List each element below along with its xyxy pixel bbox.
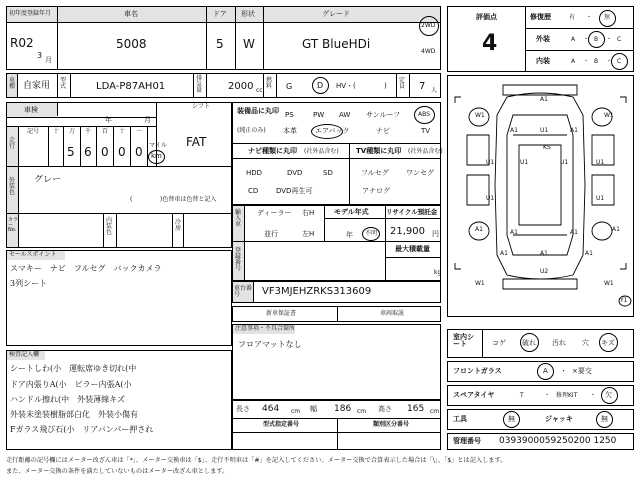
capacity-value: 7: [419, 81, 426, 92]
inspector-line: ドア内張りA(小 ピラー内張A(小: [10, 380, 132, 389]
import-left: 左H: [302, 230, 315, 238]
capacity-label: 定員: [399, 77, 406, 90]
seat-burn: コゲ: [492, 339, 506, 347]
shift-label: シフト: [192, 103, 211, 110]
jack-label: ジャッキ: [545, 415, 573, 423]
navi-dvd-play: DVD再生可: [276, 187, 313, 195]
exterior-grade-label: 外装: [536, 35, 550, 43]
management-label: 管理番号: [453, 437, 481, 445]
height-value: 165: [407, 404, 425, 414]
model-value: LDA-P87AH01: [96, 81, 166, 92]
equip-airbag: エアバック: [315, 127, 350, 135]
ext-grade-a: A: [571, 36, 576, 43]
int-grade-sep: ・: [583, 58, 590, 65]
shape-label: 形状: [241, 10, 255, 18]
width-label: 幅: [310, 405, 317, 413]
fuel-g: G: [286, 82, 293, 91]
glass-replace: ×要交: [572, 367, 592, 375]
repair-sep: ・: [586, 14, 593, 21]
seat-hole: 穴: [582, 339, 589, 347]
drive-2wd: 2WD: [421, 22, 436, 29]
diagram-label: A1: [510, 229, 518, 236]
chassis-number: VF3MJEHZRKS313609: [262, 286, 372, 297]
diagram-label: U1: [520, 159, 529, 166]
category-no-label: 類別区分番号: [373, 421, 410, 428]
model-label: 型式: [60, 77, 67, 90]
diagram-label: W1: [475, 280, 485, 287]
length-unit: cm: [291, 408, 301, 415]
width-unit: cm: [357, 408, 367, 415]
import-dealer: ディーラー: [257, 209, 292, 217]
equip-sunroof: サンルーフ: [366, 111, 401, 119]
tools-no: 無: [508, 415, 515, 423]
equip-aw: AW: [339, 111, 351, 119]
ext-grade-sep: ・: [606, 36, 613, 43]
car-name-label: 車名: [124, 10, 138, 18]
int-grade-a: A: [571, 58, 576, 65]
inspector-label: 検査記入欄: [9, 351, 40, 358]
interior-grade-label: 内装: [536, 57, 550, 65]
mileage-digit: 6: [84, 145, 92, 159]
sales-point-line: スマキー ナビ フルセグ バックカメラ: [10, 264, 162, 273]
diagram-label: U1: [560, 159, 569, 166]
interior-color-label: 内装色: [106, 217, 113, 236]
shift-value: FAT: [186, 135, 207, 149]
diagram-label: W1: [604, 280, 614, 287]
diagram-label: U1: [540, 127, 549, 134]
tv-analog: アナログ: [362, 187, 390, 195]
tv-sub: (社外品含む): [408, 148, 443, 155]
diagram-label: KS: [543, 144, 551, 151]
color-no-label: カラーNo.: [8, 217, 19, 233]
car-name: 5008: [116, 37, 147, 51]
mileage-label: 走行: [9, 137, 16, 150]
spare-t: T: [520, 392, 524, 399]
digit-label-sign: 記号: [27, 128, 40, 135]
seat-dirt: 汚れ: [552, 339, 566, 347]
navi-dvd: DVD: [287, 169, 303, 177]
vehicle-row: [6, 73, 441, 98]
spare-sep: ・: [590, 392, 597, 399]
use-value: 自家用: [23, 81, 51, 91]
shape-value: W: [243, 37, 255, 51]
diagram-label: W1: [475, 112, 485, 119]
digit-label-man: 万: [69, 128, 76, 135]
score-value: 4: [482, 31, 498, 56]
kg-unit: kg: [434, 269, 442, 276]
spare-kit: 修理KIT: [556, 392, 578, 399]
vehicle-manual: 車両取説: [380, 310, 405, 317]
import-parallel: 並行: [264, 230, 278, 238]
type-designation-label: 型式指定番号: [263, 421, 300, 428]
inspector-line: Fガラス飛び石(小 リアバンパー押され: [10, 425, 154, 434]
tv-fullseg: フルセグ: [361, 169, 389, 177]
glass-sep: ・: [560, 367, 567, 375]
diagram-label: A1: [570, 229, 578, 236]
km-unit: km: [151, 152, 162, 160]
class-label: 車種: [9, 77, 16, 90]
footer-note-2: また、メーター交換の条件を満たしていないものはメーター改ざん車とします。: [6, 468, 229, 475]
grade-label: グレード: [322, 10, 350, 18]
equip-ps: PS: [285, 111, 294, 119]
height-unit: cm: [430, 408, 440, 415]
int-grade-sep: ・: [606, 58, 613, 65]
diagram-label: A1: [570, 127, 578, 134]
length-label: 長さ: [236, 405, 250, 413]
fuel-label: 燃料: [266, 77, 273, 90]
diagram-label: U2: [540, 268, 549, 275]
jack-no: 無: [601, 415, 608, 423]
door-count: 5: [216, 37, 224, 51]
new-car-warranty: 新車保証書: [266, 310, 297, 317]
chassis-label: 車台番号: [234, 285, 253, 298]
navi-title: ナビ種類に丸印: [248, 147, 297, 155]
equip-pw: PW: [313, 111, 325, 119]
notes-label: 注意事項・不具合箇所: [235, 325, 296, 332]
exterior-note: )色替車は色替と記入: [160, 196, 217, 203]
length-value: 464: [262, 404, 280, 414]
first-reg-value: R02: [10, 36, 34, 50]
displacement-label: 排気量: [196, 75, 203, 94]
tv-oneseg: ワンセグ: [406, 169, 434, 177]
month-unit: 月: [45, 56, 52, 64]
recycle-deposit-label: リサイクル預託金: [386, 208, 438, 216]
spare-sep: ・: [544, 392, 551, 399]
inspector-line: ハンドル擦れ(中 外装薄線キズ: [10, 395, 125, 404]
equip-leather: 本革: [283, 127, 297, 135]
int-grade-b: B: [594, 58, 599, 65]
diagram-label: U1: [486, 195, 495, 202]
sales-point-line: 3列シート: [10, 279, 48, 288]
model-year-label: モデル年式: [334, 208, 369, 216]
recycle-deposit: 21,900: [390, 226, 425, 237]
inspector-line: シートしわ(小 運転席ゆき切れ(中: [10, 364, 137, 373]
ext-grade-sep: ・: [583, 36, 590, 43]
equipment-title: 装備品に丸印: [237, 107, 279, 115]
registration-label: 登録番号: [235, 247, 242, 272]
footer-note-1: 走行距離の記号欄にはメーター改ざん車は「*」、メーター交換車は「$」、走行不明車は「#」を記入してください。メーター交換で合算表示した場合は「\」、「$」とは記入します。: [6, 457, 507, 464]
drive-4wd: 4WD: [421, 48, 436, 55]
diagram-label: A1: [540, 250, 548, 257]
equipment-subtitle: (純正のみ): [237, 127, 266, 134]
first-reg-label: 初年度登録年月: [9, 10, 52, 17]
inspection-label: 車検: [24, 106, 38, 114]
spare-label: スペアタイヤ: [453, 391, 495, 399]
height-label: 高さ: [378, 405, 392, 413]
fuel-hv-close: ): [384, 82, 387, 90]
sales-point-label: セールスポイント: [9, 251, 57, 258]
aircon-label: 冷房: [175, 219, 182, 232]
navi-sub: (社外品含む): [304, 148, 339, 155]
diagram-label: U1: [596, 195, 605, 202]
mileage-digit: 0: [135, 145, 143, 159]
diagram-label: A1: [510, 127, 518, 134]
model-year-unknown: 不明: [365, 230, 378, 237]
fuel-hv: HV・(: [336, 82, 356, 90]
door-label: ドア: [213, 10, 227, 18]
equip-abs: ABS: [418, 111, 430, 118]
inspector-line: 外装未塗装樹脂部白化 外装小傷有: [10, 410, 138, 419]
import-right: 右H: [302, 209, 315, 217]
fuel-d: D: [317, 81, 324, 90]
diagram-label: Y1: [620, 297, 628, 304]
management-number: 0393900059250200 1250: [499, 436, 617, 446]
inspection-month: 月: [144, 116, 151, 124]
glass-a: A: [543, 367, 548, 375]
mileage-digit: 5: [67, 145, 75, 159]
diagram-label: A1: [612, 226, 620, 233]
import-label: 輸入車: [235, 209, 242, 228]
cc-unit: cc: [256, 87, 263, 94]
yen-unit: 円: [432, 230, 439, 238]
mileage-digit: 0: [118, 145, 126, 159]
digit-label-10man: 十: [53, 128, 60, 135]
diagram-label: W1: [604, 112, 614, 119]
score-label: 評価点: [476, 13, 497, 21]
exterior-note-paren: (: [130, 196, 133, 203]
notes-text: フロアマットなし: [238, 340, 302, 349]
spare-missing: 欠: [605, 391, 612, 399]
navi-sd: SD: [323, 169, 333, 177]
ext-grade-c: C: [617, 36, 622, 43]
seat-tear: 破れ: [522, 339, 536, 347]
digit-label-ju: 十: [119, 128, 126, 135]
exterior-color-value: グレー: [34, 175, 62, 185]
first-reg-month: 3: [37, 51, 43, 60]
width-value: 186: [334, 404, 352, 414]
navi-hdd: HDD: [246, 169, 263, 177]
front-glass-label: フロントガラス: [453, 367, 502, 375]
equip-tv: TV: [421, 127, 431, 135]
inspection-year: 年: [105, 116, 112, 124]
tools-label: 工具: [453, 415, 467, 423]
notes-block: [232, 324, 441, 400]
model-year-unit: 年: [346, 231, 353, 239]
grade-value: GT BlueHDi: [302, 37, 371, 51]
int-grade-c: C: [617, 58, 622, 65]
navi-cd: CD: [248, 187, 259, 195]
max-load-label: 最大積載量: [395, 245, 430, 253]
repair-no: 無: [604, 14, 611, 21]
diagram-label: A1: [500, 250, 508, 257]
diagram-label: U1: [486, 159, 495, 166]
ext-grade-b: B: [594, 36, 599, 43]
seat-scratch: キズ: [601, 339, 615, 347]
equip-navi: ナビ: [376, 127, 390, 135]
digit-label-ichi: 一: [136, 128, 143, 135]
mile-unit: マイル: [149, 142, 167, 149]
exterior-color-label: 外装色: [9, 177, 16, 196]
repair-label: 修復歴: [530, 13, 551, 21]
digit-label-hyaku: 百: [102, 128, 109, 135]
tv-title: TV種類に丸印: [356, 147, 402, 155]
diagram-label: U1: [596, 159, 605, 166]
diagram-label: A1: [585, 250, 593, 257]
repair-yes: 有: [569, 14, 576, 21]
person-unit: 人: [431, 87, 438, 94]
diagram-label: A1: [540, 96, 548, 103]
interior-seat-label: 室内シート: [453, 333, 474, 348]
digit-label-sen: 千: [85, 128, 92, 135]
mileage-digit: 0: [101, 145, 109, 159]
displacement-value: 2000: [228, 81, 254, 92]
diagram-label: A1: [475, 226, 483, 233]
